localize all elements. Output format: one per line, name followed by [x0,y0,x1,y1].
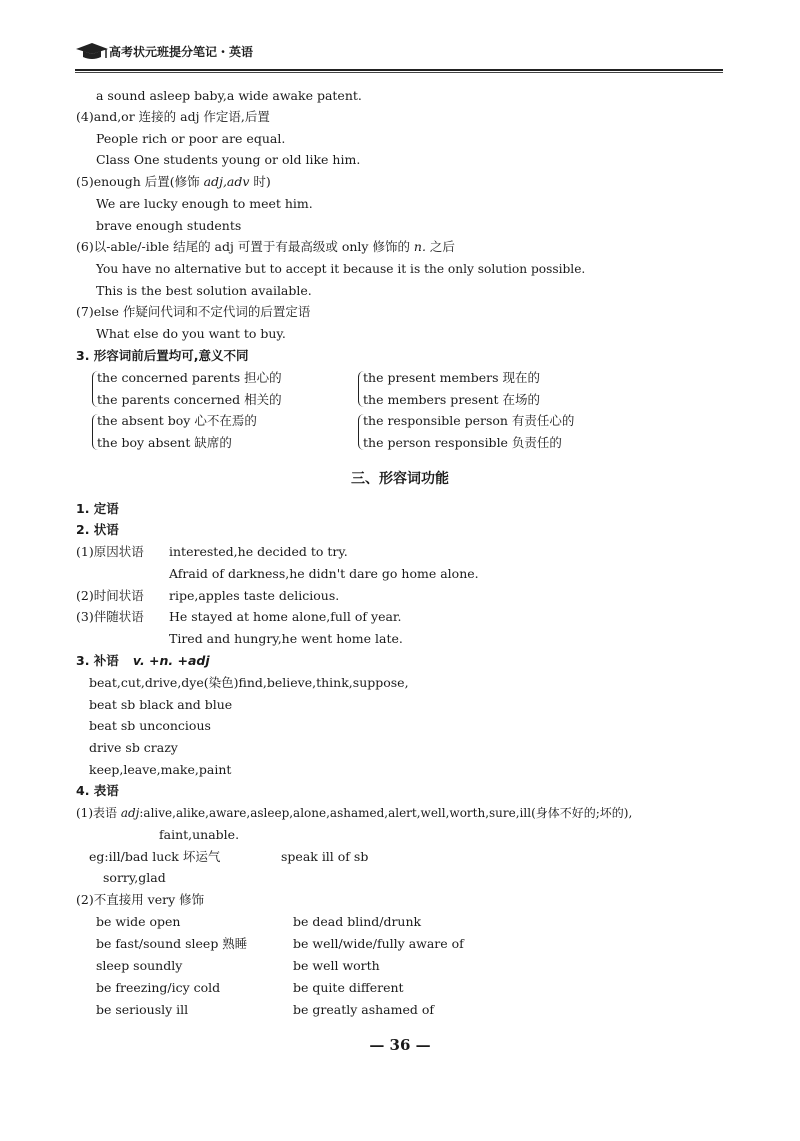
page-number: — 36 — [369,1036,431,1054]
text-line [76,174,271,190]
text-span: 3. 补语 [76,653,119,668]
table-cell: be greatly ashamed of [293,1002,435,1017]
pair-item: the person responsible 负责任的 [363,435,562,450]
table-cell: be freezing/icy cold [96,980,221,995]
pair-item: the concerned parents 担心的 [97,370,282,385]
text-line: Tired and hungry,he went home late. [169,631,403,646]
text-line: He stayed at home alone,full of year. [169,609,402,624]
text-line: (3)伴随状语 [76,609,144,624]
text-span: 之后 [425,239,455,254]
text-line: faint,unable. [159,827,240,842]
text-line: beat,cut,drive,dye(染色)find,believe,think,suppose, [89,675,409,690]
header-title: 高考状元班提分笔记・英语 [109,45,254,59]
text-line: You have no alternative but to accept it because it is the only solution possible. [96,262,586,276]
header-rule [75,69,723,71]
table-cell: be seriously ill [96,1002,189,1017]
graduation-cap-icon [75,40,109,62]
text-line: (7)else 作疑问代词和不定代词的后置定语 [76,304,311,319]
table-cell: be dead blind/drunk [293,914,422,929]
table-cell: be wide open [96,914,181,929]
subheading: 2. 状语 [76,522,119,537]
italic-span: adj,adv [203,174,250,189]
text-span: (1)表语 [76,806,121,820]
text-line: (1)原因状语 [76,544,144,559]
table-cell: be quite different [293,980,404,995]
pair-item: the boy absent 缺席的 [97,435,232,450]
italic-span: n. [413,239,426,254]
text-line: ripe,apples taste delicious. [169,588,340,603]
subheading: 4. 表语 [76,783,119,798]
text-line: beat sb black and blue [89,697,233,712]
text-span: (6)以-able/-ible 结尾的 adj 可置于有最高级或 only 修饰的 [76,239,414,254]
text-span: :alive,alike,aware,asleep,alone,ashamed,alert,well,worth,sure,ill(身体不好的;坏的), [139,806,633,820]
text-line: (4)and,or 连接的 adj 作定语,后置 [76,109,270,124]
text-span: 时) [249,174,271,189]
page-header [75,38,723,72]
pair-item: the present members 现在的 [363,370,541,385]
text-line: (2)不直接用 very 修饰 [76,892,205,907]
text-line: a sound asleep baby,a wide awake patent. [96,88,362,103]
header-rule-thin [75,72,723,73]
text-line: People rich or poor are equal. [96,131,286,146]
pair-item: the responsible person 有责任心的 [363,413,575,428]
pair-item: the absent boy 心不在焉的 [97,413,257,428]
text-line: speak ill of sb [281,849,369,864]
subheading: 1. 定语 [76,501,119,516]
text-line: What else do you want to buy. [96,326,286,341]
text-line: drive sb crazy [89,740,178,755]
table-cell: be well worth [293,958,380,973]
table-cell: be fast/sound sleep 熟睡 [96,936,248,951]
text-line: This is the best solution available. [96,283,312,298]
text-line: keep,leave,make,paint [89,762,232,777]
text-line: We are lucky enough to meet him. [96,196,313,211]
text-line: sorry,glad [103,870,166,885]
section-title: 三、形容词功能 [351,471,449,487]
text-line: Afraid of darkness,he didn't dare go home alone. [169,566,479,581]
subheading: 3. 形容词前后置均可,意义不同 [76,348,249,363]
text-span: (5)enough 后置(修饰 [76,174,204,189]
italic-span: adj [120,806,140,820]
pair-item: the members present 在场的 [363,392,541,407]
italic-span: v. +n. +adj [132,653,210,668]
text-line: Class One students young or old like him. [96,152,361,167]
text-line: interested,he decided to try. [169,544,348,559]
text-line: brave enough students [96,218,242,233]
text-line: eg:ill/bad luck 坏运气 [89,849,221,864]
text-line [76,805,632,821]
table-cell: sleep soundly [96,958,183,973]
text-line: (2)时间状语 [76,588,144,603]
text-line: beat sb unconcious [89,718,211,733]
pair-item: the parents concerned 相关的 [97,392,282,407]
subheading [76,653,210,669]
text-line [76,239,455,255]
table-cell: be well/wide/fully aware of [293,936,464,951]
